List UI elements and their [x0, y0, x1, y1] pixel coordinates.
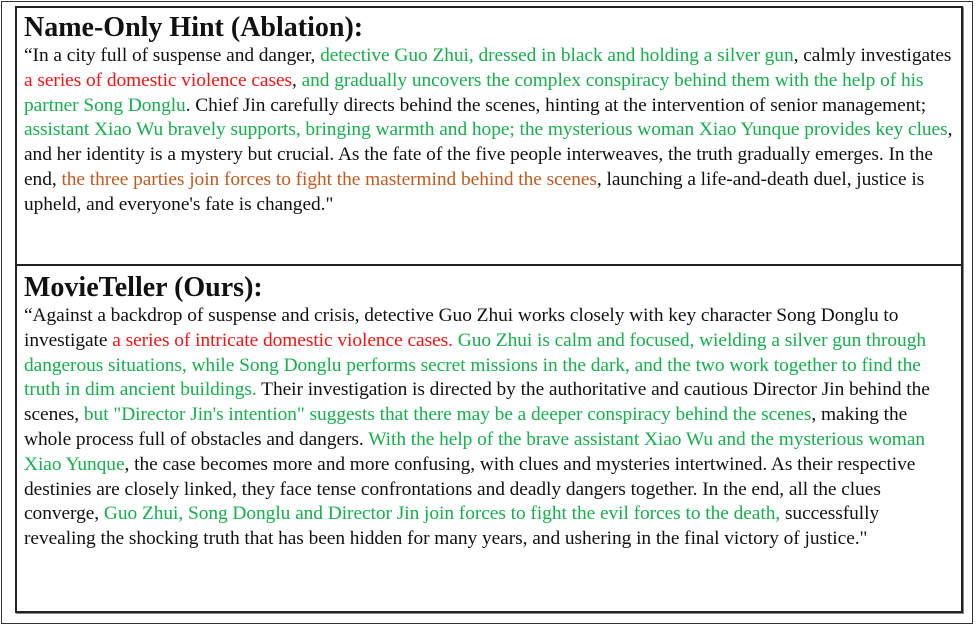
text-segment-black: “Against a backdrop of suspense and crisis, detective Guo Zhui works closely with key character Song Donglu to investigate [24, 305, 899, 351]
text-segment-black: , launching a life-and-death duel, justice is upheld, and everyone's fate is changed." [24, 168, 925, 215]
text-segment-green: Guo Zhui, Song Donglu and Director Jin join forces to fight the evil forces to the death, [103, 503, 781, 525]
text-segment-red: a series of intricate domestic violence cases. [112, 329, 453, 351]
text-segment-black: “In a city full of suspense and danger, [24, 45, 321, 66]
text-segment-black: successfully revealing the shocking truth that has been hidden for many years, and ushering in the final victory of justice." [24, 503, 880, 550]
text-segment-red: a series of domestic violence cases [24, 69, 292, 91]
text-segment-green: but "Director Jin's intention" suggests that there may be a deeper conspiracy behind the scenes [83, 404, 812, 426]
text-segment-green: With the help of the brave assistant Xiao Wu and the mysterious woman Xiao Yunque [24, 428, 926, 475]
text-segment-black: , and her identity is a mystery but crucial. As the fate of the five people interweaves, the truth gradually emerges. In the end, [24, 119, 953, 190]
text-segment-black: Their investigation is directed by the authoritative and cautious Director Jin behind the scenes, [24, 379, 930, 426]
ablation-section [17, 8, 961, 264]
text-segment-black: , making the whole process full of obstacles and dangers. [24, 404, 908, 450]
text-segment-green: detective Guo Zhui, dressed in black and holding a silver gun [320, 45, 794, 66]
movieteller-heading: MovieTeller (Ours): [24, 272, 263, 303]
ablation-story-text [24, 44, 953, 218]
comparison-box [15, 6, 963, 613]
text-segment-black: , [292, 69, 302, 91]
text-segment-black: , the case becomes more and more confusing, with clues and mysteries intertwined. As their respective destinies are closely linked, they face tense confrontations and deadly dangers together. In the end, all the clues converge, [24, 453, 916, 525]
text-segment-green: Guo Zhui is calm and focused, wielding a silver gun through dangerous situations, while Song Donglu performs secret missions in the dark, and the two work together to find the truth in dim ancient buildings. [24, 329, 926, 401]
ablation-heading: Name-Only Hint (Ablation): [24, 12, 364, 43]
movieteller-story-text [24, 304, 953, 552]
movieteller-section [17, 266, 961, 552]
text-segment-black: . Chief Jin carefully directs behind the scenes, hinting at the intervention of senior management; [185, 94, 927, 116]
text-segment-orange: the three parties join forces to fight the mastermind behind the scenes [61, 168, 597, 190]
text-segment-black: , calmly investigates [793, 45, 952, 66]
text-segment-green: assistant Xiao Wu bravely supports, bringing warmth and hope; the mysterious woman Xiao Yunque provides key clues [24, 119, 948, 141]
text-segment-green: and gradually uncovers the complex conspiracy behind them with the help of his partner Song Donglu [24, 69, 924, 116]
